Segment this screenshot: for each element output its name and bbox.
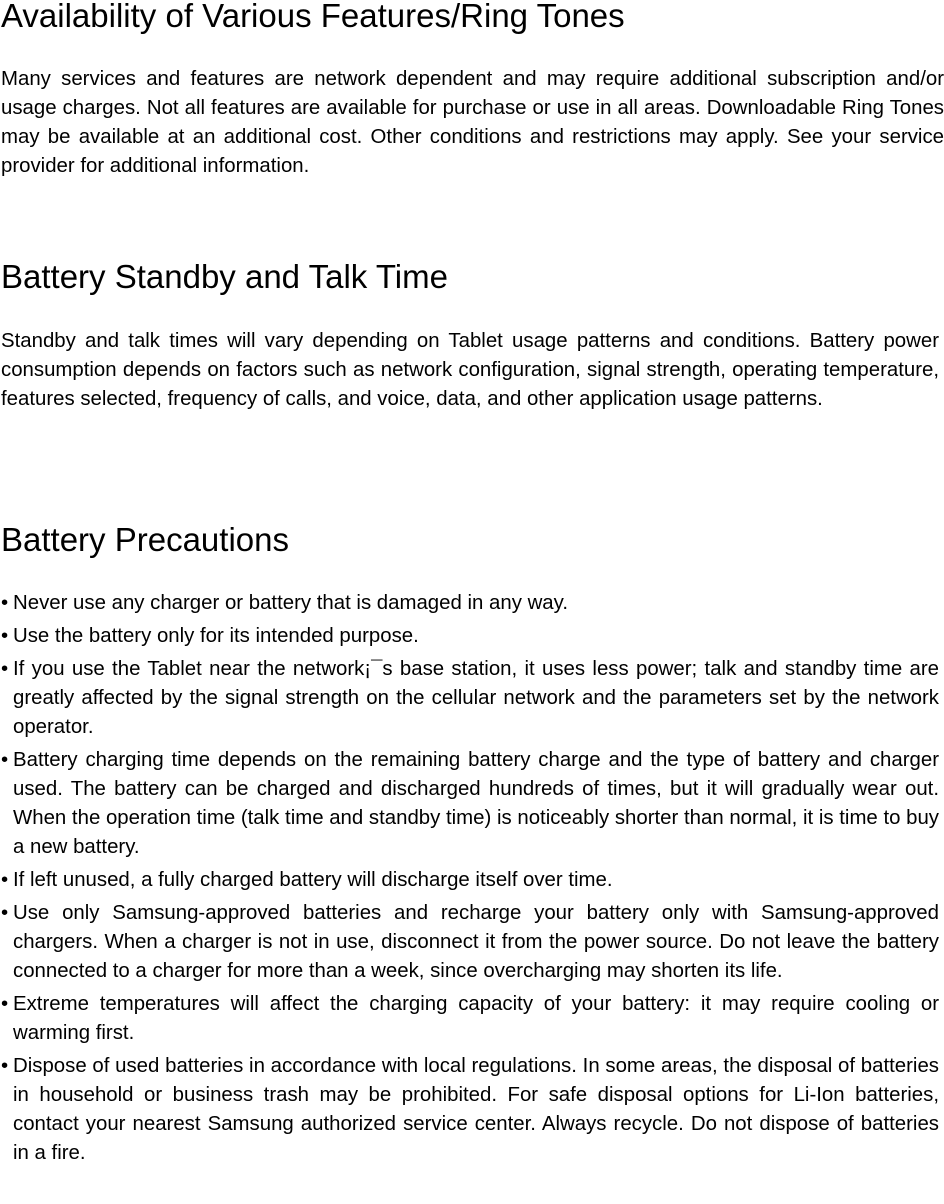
list-item-text: Use the battery only for its intended purpose.: [13, 625, 419, 647]
bullet-mark: •: [1, 625, 9, 647]
precautions-heading: Battery Precautions: [1, 521, 289, 558]
list-item: [0, 589, 939, 618]
availability-paragraph: Many services and features are network dependent and may require additional subscription and/or usage charges. Not all features are available for purchase or use in all areas. Downloadable Ring Tones may be available at an additional cost. Other conditions and restrictions may apply. See your service provider for additional information.: [1, 68, 944, 177]
bullet-mark: •: [1, 993, 9, 1015]
list-item: [0, 746, 939, 862]
precautions-list: [0, 589, 939, 1172]
bullet-mark: •: [1, 1055, 9, 1077]
bullet-mark: •: [1, 749, 9, 771]
list-item-text: Use only Samsung-approved batteries and recharge your battery only with Samsung-approved chargers. When a charger is not in use, disconnect it from the power source. Do not leave the battery connected to a charger for more than a week, since overcharging may shorten its life.: [13, 902, 939, 982]
list-item-text: Dispose of used batteries in accordance with local regulations. In some areas, the disposal of batteries in household or business trash may be prohibited. For safe disposal options for Li-Ion batteries, contact your nearest Samsung authorized service center. Always recycle. Do not dispose of batteries in a fire.: [13, 1055, 939, 1164]
list-item: [0, 866, 939, 895]
standby-heading: Battery Standby and Talk Time: [1, 258, 448, 295]
availability-heading: Availability of Various Features/Ring Tones: [1, 0, 625, 34]
list-item: [0, 899, 939, 986]
list-item: [0, 622, 939, 651]
list-item-text: Battery charging time depends on the remaining battery charge and the type of battery and charger used. The battery can be charged and discharged hundreds of times, but it will gradually wear out. When the operation time (talk time and standby time) is noticeably shorter than normal, it is time to buy a new battery.: [13, 749, 939, 858]
bullet-mark: •: [1, 869, 9, 891]
bullet-mark: •: [1, 902, 9, 924]
list-item: [0, 990, 939, 1048]
standby-paragraph: Standby and talk times will vary depending on Tablet usage patterns and conditions. Battery power consumption depends on factors such as network configuration, signal strength, operating temperature, features selected, frequency of calls, and voice, data, and other application usage patterns.: [1, 330, 939, 410]
list-item-text: Never use any charger or battery that is damaged in any way.: [13, 592, 568, 614]
list-item-text: If you use the Tablet near the network¡¯s base station, it uses less power; talk and standby time are greatly affected by the signal strength on the cellular network and the parameters set by the network operator.: [13, 658, 939, 738]
bullet-mark: •: [1, 592, 9, 614]
list-item: [0, 655, 939, 742]
list-item-text: Extreme temperatures will affect the charging capacity of your battery: it may require cooling or warming first.: [13, 993, 939, 1044]
bullet-mark: •: [1, 658, 9, 680]
list-item: [0, 1052, 939, 1168]
list-item-text: If left unused, a fully charged battery will discharge itself over time.: [13, 869, 613, 891]
